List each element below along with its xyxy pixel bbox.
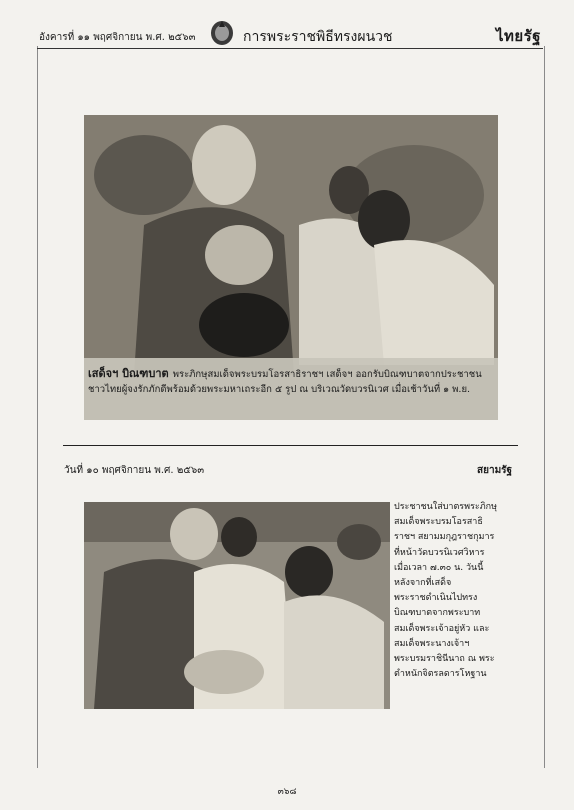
photo-offering-alms [84, 502, 390, 709]
header-title: การพระราชพิธีทรงผนวช [243, 29, 393, 45]
section-divider [63, 445, 518, 446]
photo2-caption: ประชาชนใส่บาตรพระภิกษุสมเด็จพระบรมโอรสาธิราชฯ สยามมกุฎราชกุมาร ที่หน้าวัดบวรนิเวศวิหาร เมื่อเวลา ๗.๓๐ น. วันนี้ หลังจากที่เสด็จพระราชดำเนินไปทรงบิณฑบาตจากพระบาทสมเด็จพระเจ้าอยู่หัว และสมเด็จพระนางเจ้าฯ พระบรมราชินีนาถ ณ พระตำหนักจิตรลดารโหฐาน [394, 502, 498, 680]
photo1-caption-text: พระภิกษุสมเด็จพระบรมโอรสาธิราชฯ เสด็จฯ ออกรับบิณฑบาตจากประชาชนชาวไทยผู้จงรักภักดีพร้อมด้วยพระมหาเถระอีก ๕ รูป ณ บริเวณวัดบวรนิเวศ เมื่อเช้าวันที่ ๑ พ.ย. [88, 369, 482, 395]
photo-alms-round [84, 115, 498, 420]
royal-emblem-icon [209, 18, 235, 46]
clipping-source: สยามรัฐ [477, 465, 513, 476]
photo-offering-alms-image [84, 502, 390, 709]
photo1-caption [88, 366, 492, 397]
photo-caption-band [84, 358, 498, 420]
page-header [37, 18, 543, 49]
header-date: อังคารที่ ๑๑ พฤศจิกายน พ.ศ. ๒๕๖๓ [39, 32, 196, 43]
photo1-caption-lead: เสด็จฯ บิณฑบาต [88, 367, 169, 380]
newspaper-logo: ไทยรัฐ [495, 27, 541, 45]
clipping-date: วันที่ ๑๐ พฤศจิกายน พ.ศ. ๒๕๖๓ [64, 465, 205, 476]
page-number: ๓๖๘ [277, 787, 297, 797]
